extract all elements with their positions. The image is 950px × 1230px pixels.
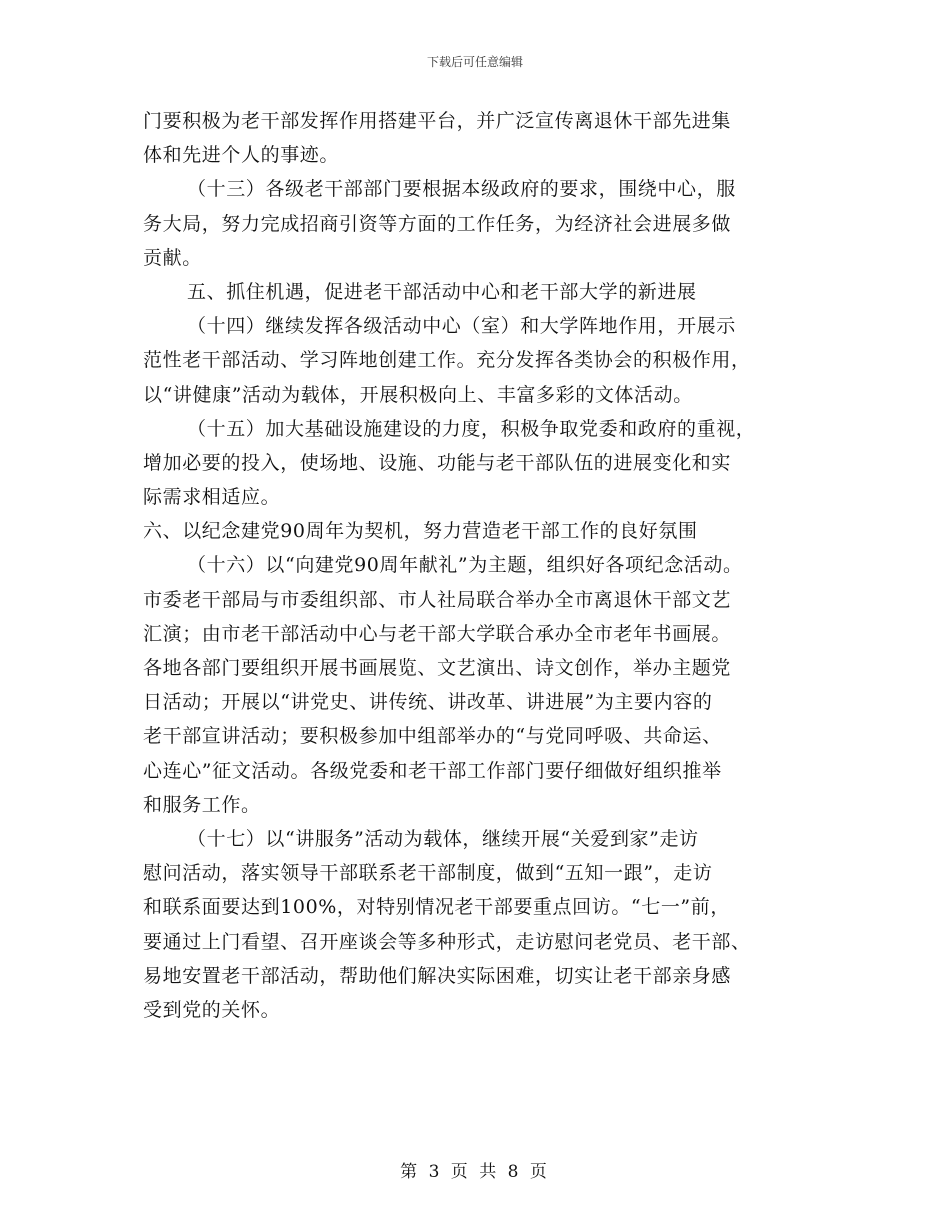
- paragraph-line: 际需求相适应。: [143, 486, 281, 509]
- paragraph-line: 老干部宣讲活动；要积极参加中组部举办的“与党同呼吸、共命运、: [143, 725, 722, 748]
- paragraph-line: 和联系面要达到100%，对特别情况老干部要重点回访。“七一”前，: [143, 896, 730, 919]
- paragraph-line: 贡献。: [143, 246, 202, 269]
- paragraph-line: 要通过上门看望、召开座谈会等多种形式，走访慰问老党员、老干部、: [143, 930, 751, 953]
- paragraph-line: 心连心”征文活动。各级党委和老干部工作部门要仔细做好组织推举: [143, 759, 722, 782]
- paragraph-line: 务大局，努力完成招商引资等方面的工作任务，为经济社会进展多做: [143, 212, 732, 235]
- paragraph-line: 市委老干部局与市委组织部、市人社局联合举办全市离退休干部文艺: [143, 588, 732, 611]
- section-heading: 五、抓住机遇，促进老干部活动中心和老干部大学的新进展: [187, 280, 697, 303]
- paragraph-line: 日活动；开展以“讲党史、讲传统、讲改革、讲进展”为主要内容的: [143, 691, 713, 714]
- paragraph-line: 各地各部门要组织开展书画展览、文艺演出、诗文创作，举办主题党: [143, 657, 732, 679]
- paragraph-line: （十四）继续发挥各级活动中心（室）和大学阵地作用，开展示: [187, 315, 736, 338]
- paragraph-line: 受到党的关怀。: [143, 998, 281, 1021]
- paragraph-line: 范性老干部活动、学习阵地创建工作。充分发挥各类协会的积极作用，: [143, 349, 751, 372]
- paragraph-line: （十七）以“讲服务”活动为载体，继续开展“关爱到家”走访: [187, 827, 699, 850]
- paragraph-line: 以“讲健康”活动为载体，开展积极向上、丰富多彩的文体活动。: [143, 383, 693, 406]
- page-header: 下载后可任意编辑: [426, 55, 523, 69]
- paragraph-line: 门要积极为老干部发挥作用搭建平台，并广泛宣传离退休干部先进集: [143, 110, 732, 132]
- paragraph-line: 体和先进个人的事迹。: [143, 144, 340, 167]
- paragraph-line: （十六）以“向建党90周年献礼”为主题，组织好各项纪念活动。: [187, 554, 743, 577]
- paragraph-line: （十三）各级老干部部门要根据本级政府的要求，围绕中心，服: [187, 178, 736, 201]
- section-heading: 六、以纪念建党90周年为契机，努力营造老干部工作的良好氛围: [143, 520, 698, 543]
- paragraph-line: 慰问活动，落实领导干部联系老干部制度，做到“五知一跟”，走访: [143, 862, 713, 885]
- paragraph-line: 易地安置老干部活动，帮助他们解决实际困难，切实让老干部亲身感: [143, 964, 732, 987]
- paragraph-line: 汇演；由市老干部活动中心与老干部大学联合承办全市老年书画展。: [143, 622, 732, 645]
- document-body: [143, 104, 813, 1027]
- paragraph-line: 增加必要的投入，使场地、设施、功能与老干部队伍的进展变化和实: [143, 451, 732, 474]
- paragraph-line: 和服务工作。: [143, 793, 261, 816]
- page-number: 第 3 页 共 8 页: [400, 1162, 550, 1182]
- paragraph-line: （十五）加大基础设施建设的力度，积极争取党委和政府的重视，: [187, 417, 756, 440]
